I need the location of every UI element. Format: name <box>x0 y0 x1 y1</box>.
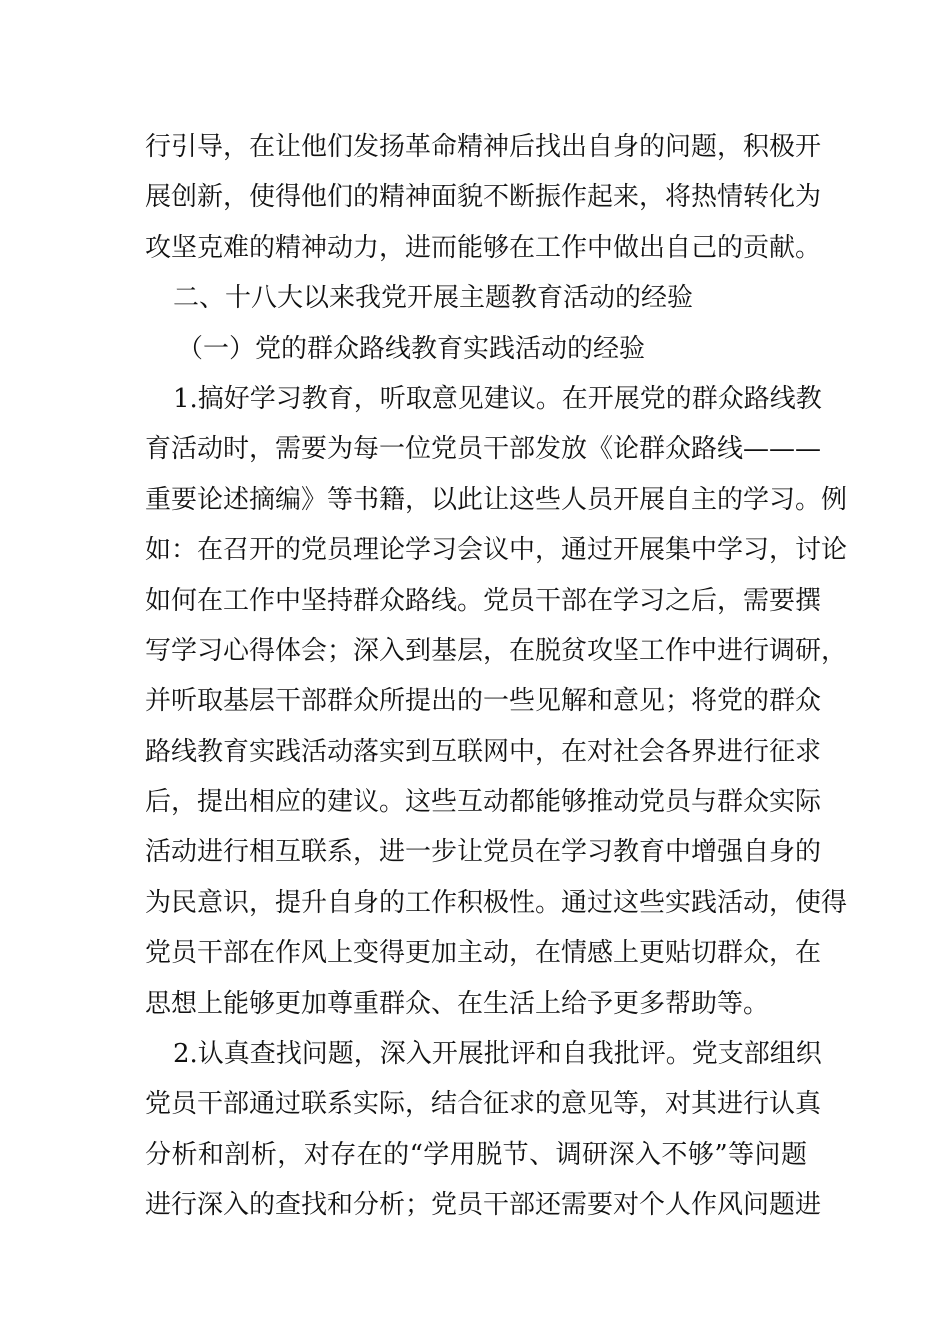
text-line: 攻坚克难的精神动力，进而能够在工作中做出自己的贡献。 <box>145 232 822 263</box>
text-line: 党员干部在作风上变得更加主动，在情感上更贴切群众，在 <box>145 938 822 969</box>
text-line: 思想上能够更加尊重群众、在生活上给予更多帮助等。 <box>145 988 770 1019</box>
text-line: 后，提出相应的建议。这些互动都能够推动党员与群众实际 <box>145 787 822 818</box>
text-line: 进行深入的查找和分析；党员干部还需要对个人作风问题进 <box>145 1190 822 1221</box>
text-line: 写学习心得体会；深入到基层，在脱贫攻坚工作中进行调研， <box>145 635 848 666</box>
text-line: 路线教育实践活动落实到互联网中，在对社会各界进行征求 <box>145 736 822 767</box>
text-line: 重要论述摘编》等书籍，以此让这些人员开展自主的学习。例 <box>145 484 848 515</box>
text-line: 如：在召开的党员理论学习会议中，通过开展集中学习，讨论 <box>145 535 848 566</box>
text-line: 活动进行相互联系，进一步让党员在学习教育中增强自身的 <box>145 837 822 868</box>
text-line: 二、十八大以来我党开展主题教育活动的经验 <box>173 283 694 314</box>
text-line: 展创新，使得他们的精神面貌不断振作起来，将热情转化为 <box>145 182 822 213</box>
text-line: 党员干部通过联系实际，结合征求的意见等，对其进行认真 <box>145 1089 822 1120</box>
text-line: 为民意识，提升自身的工作积极性。通过这些实践活动，使得 <box>145 887 848 918</box>
text-line: 育活动时，需要为每一位党员干部发放《论群众路线——— <box>145 434 822 465</box>
text-line: 行引导，在让他们发扬革命精神后找出自身的问题，积极开 <box>145 132 822 162</box>
text-line: 如何在工作中坚持群众路线。党员干部在学习之后，需要撰 <box>145 585 822 616</box>
text-line: （一）党的群众路线教育实践活动的经验 <box>177 333 646 364</box>
text-line: 2.认真查找问题，深入开展批评和自我批评。党支部组织 <box>173 1039 822 1070</box>
body-text <box>145 122 848 1231</box>
text-line: 分析和剖析，对存在的“学用脱节、调研深入不够”等问题 <box>145 1139 807 1170</box>
text-line: 并听取基层干部群众所提出的一些见解和意见；将党的群众 <box>145 686 822 717</box>
text-line: 1.搞好学习教育，听取意见建议。在开展党的群众路线教 <box>173 383 822 414</box>
